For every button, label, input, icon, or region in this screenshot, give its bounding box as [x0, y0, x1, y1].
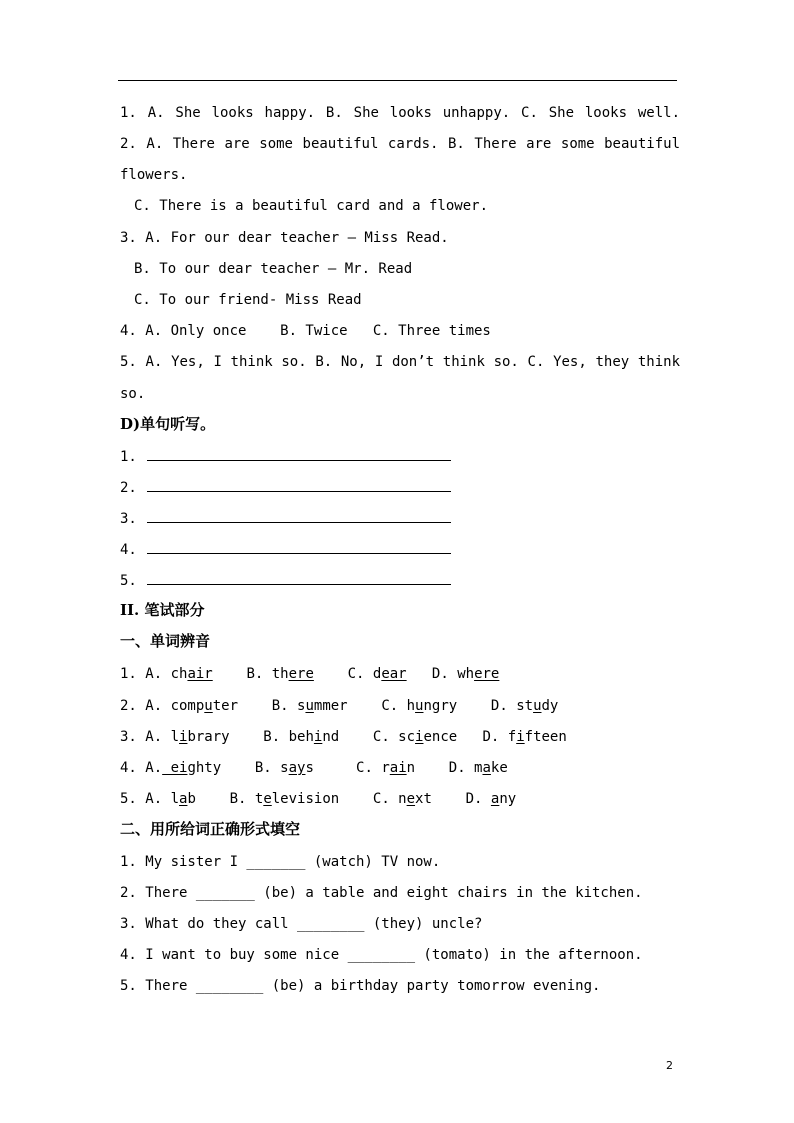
answer-blank[interactable] [147, 508, 451, 523]
part-title: 二、用所给词正确形式填空 [120, 820, 301, 838]
phonics-line: 2. A. computer B. summer C. hungry D. study [120, 698, 559, 714]
question-line: C. There is a beautiful card and a flower. [134, 198, 489, 214]
written-section-title: II. 笔试部分 [120, 601, 205, 619]
part-title: 一、单词辨音 [120, 632, 211, 650]
dictation-number: 2. [120, 480, 137, 496]
dictation-number: 4. [120, 542, 137, 558]
header-rule [118, 80, 677, 81]
answer-blank[interactable] [147, 446, 451, 461]
fill-in-line: 4. I want to buy some nice ________ (tomato) in the afternoon. [120, 947, 643, 963]
dictation-line [120, 508, 680, 529]
phonics-line: 5. A. lab B. television C. next D. any [120, 791, 517, 807]
phonics-line: 4. A. eighty B. says C. rain D. make [120, 760, 508, 776]
dictation-line [120, 446, 680, 467]
fill-in-line: 3. What do they call ________ (they) uncle? [120, 916, 483, 932]
question-line: so. [120, 386, 146, 402]
question-line: flowers. [120, 167, 188, 183]
question-line: 2. A. There are some beautiful cards. B. There are some beautiful [120, 136, 680, 152]
phonics-line: 1. A. chair B. there C. dear D. where [120, 666, 500, 682]
question-line: 3. A. For our dear teacher – Miss Read. [120, 230, 449, 246]
dictation-line [120, 477, 680, 498]
page-number: 2 [666, 1059, 673, 1072]
fill-in-line: 2. There _______ (be) a table and eight chairs in the kitchen. [120, 885, 643, 901]
question-line: 5. A. Yes, I think so. B. No, I don’t think so. C. Yes, they think [120, 354, 680, 370]
question-line: C. To our friend- Miss Read [134, 292, 362, 308]
question-line: 4. A. Only once B. Twice C. Three times [120, 323, 491, 339]
answer-blank[interactable] [147, 477, 451, 492]
fill-in-line: 5. There ________ (be) a birthday party tomorrow evening. [120, 978, 601, 994]
dictation-number: 5. [120, 573, 137, 589]
answer-blank[interactable] [147, 539, 451, 554]
question-line: 1. A. She looks happy. B. She looks unhappy. C. She looks well. [120, 105, 680, 121]
dictation-number: 3. [120, 511, 137, 527]
section-title: D)单句听写。 [120, 415, 216, 433]
phonics-line: 3. A. library B. behind C. science D. fifteen [120, 729, 567, 745]
dictation-number: 1. [120, 449, 137, 465]
fill-in-line: 1. My sister I _______ (watch) TV now. [120, 854, 441, 870]
dictation-line [120, 570, 680, 591]
question-line: B. To our dear teacher – Mr. Read [134, 261, 413, 277]
answer-blank[interactable] [147, 570, 451, 585]
dictation-line [120, 539, 680, 560]
